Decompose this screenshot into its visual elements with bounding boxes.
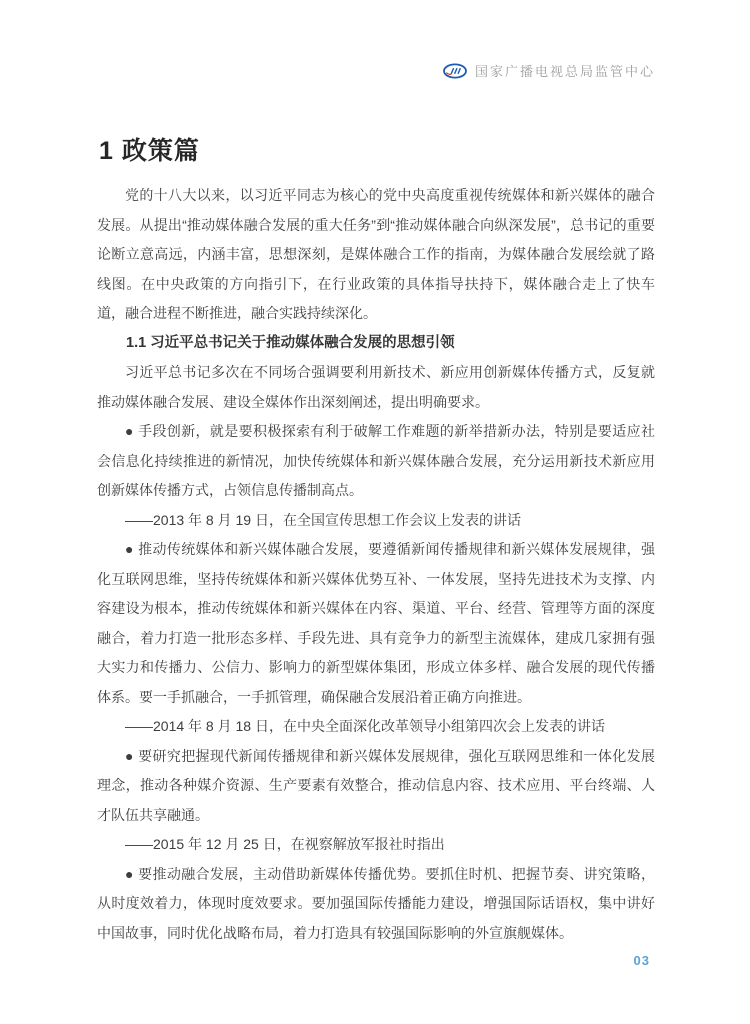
bullet-item: ● 手段创新，就是要积极探索有利于破解工作难题的新举措新办法，特别是要适应社会信息化持续推进的新情况，加快传统媒体和新兴媒体融合发展，充分运用新技术新应用创新媒体传播方式，占领信息传播制高点。	[97, 423, 655, 498]
chapter-title: 1 政策篇	[99, 137, 200, 165]
page-header	[443, 61, 655, 80]
bullet-item: ● 推动传统媒体和新兴媒体融合发展，要遵循新闻传播规律和新兴媒体发展规律，强化互联网思维，坚持传统媒体和新兴媒体优势互补、一体发展，坚持先进技术为支撑、内容建设为根本，推动传统媒体和新兴媒体在内容、渠道、平台、经营、管理等方面的深度融合，着力打造一批形态多样、手段先进、具有竞争力的新型主流媒体，建成几家拥有强大实力和传播力、公信力、影响力的新型媒体集团，形成立体多样、融合发展的现代传播体系。要一手抓融合，一手抓管理，确保融合发展沿着正确方向推进。	[97, 541, 655, 705]
page-number: 03	[633, 953, 650, 968]
document-body	[97, 181, 655, 948]
bullet-item: ● 要推动融合发展，主动借助新媒体传播优势。要抓住时机、把握节奏、讲究策略，从时度效着力，体现时度效要求。要加强国际传播能力建设，增强国际话语权，集中讲好中国故事，同时优化战略布局，着力打造具有较强国际影响的外宣旗舰媒体。	[97, 865, 655, 941]
bullet-item: ● 要研究把握现代新闻传播规律和新兴媒体发展规律，强化互联网思维和一体化发展理念，推动各种媒介资源、生产要素有效整合，推动信息内容、技术应用、平台终端、人才队伍共享融通。	[97, 747, 655, 823]
org-name-text: 国家广播电视总局监管中心	[474, 64, 655, 79]
nrta-logo-icon	[443, 63, 467, 79]
paragraph-section-lead: 习近平总书记多次在不同场合强调要利用新技术、新应用创新媒体传播方式，反复就推动媒体融合发展、建设全媒体作出深刻阐述，提出明确要求。	[97, 364, 655, 410]
attribution-line: ——2015 年 12 月 25 日，在视察解放军报社时指出	[125, 836, 445, 852]
section-heading: 1.1 习近平总书记关于推动媒体融合发展的思想引领	[126, 334, 455, 351]
attribution-line: ——2014 年 8 月 18 日，在中央全面深化改革领导小组第四次会上发表的讲话	[125, 718, 605, 734]
attribution-line: ——2013 年 8 月 19 日，在全国宣传思想工作会议上发表的讲话	[125, 511, 521, 528]
paragraph-intro: 党的十八大以来，以习近平同志为核心的党中央高度重视传统媒体和新兴媒体的融合发展。从提出“推动媒体融合发展的重大任务”到“推动媒体融合向纵深发展”，总书记的重要论断立意高远，内涵丰富，思想深刻，是媒体融合工作的指南，为媒体融合发展绘就了路线图。在中央政策的方向指引下，在行业政策的具体指导扶持下，媒体融合走上了快车道，融合进程不断推进，融合实践持续深化。	[97, 187, 655, 321]
